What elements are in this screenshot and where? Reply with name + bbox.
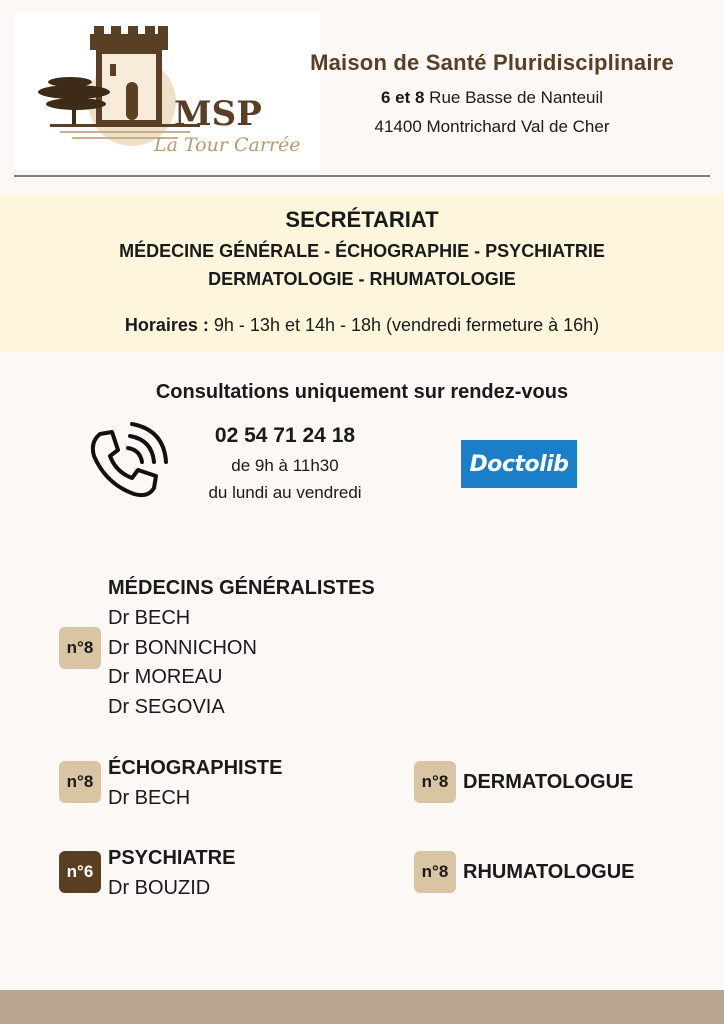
phone-number[interactable]: 02 54 71 24 18 — [214, 424, 356, 447]
opening-hours — [0, 315, 724, 336]
generalistes-room-badge: n°8 — [59, 627, 101, 669]
header-divider — [14, 175, 710, 177]
phone-hours: de 9h à 11h30 — [231, 456, 339, 475]
psychiatre-title: PSYCHIATRE — [108, 847, 236, 869]
echographiste-title: ÉCHOGRAPHISTE — [108, 757, 283, 779]
logo-tagline: La Tour Carrée — [154, 134, 301, 156]
generalistes-doctor: Dr BONNICHON — [108, 637, 257, 659]
psychiatre-room-badge: n°6 — [59, 851, 101, 893]
address-numbers: 6 et 8 — [380, 88, 425, 107]
rhumatologue-room-badge: n°8 — [414, 851, 456, 893]
doctolib-button[interactable]: Doctolib — [461, 440, 577, 488]
secretariat-title: SECRÉTARIAT — [285, 207, 439, 232]
echographiste-room-badge: n°8 — [59, 761, 101, 803]
address-city: 41400 Montrichard Val de Cher — [374, 117, 610, 136]
address-street-name: Rue Basse de Nanteuil — [424, 88, 604, 107]
hours-label: Horaires : — [124, 315, 209, 335]
logo-abbr: MSP — [174, 94, 262, 134]
generalistes-doctor: Dr MOREAU — [108, 666, 223, 688]
rhumatologue-title: RHUMATOLOGUE — [463, 861, 635, 883]
address-street — [272, 88, 712, 108]
psychiatre-doctor: Dr BOUZID — [108, 877, 211, 899]
phone-days: du lundi au vendredi — [208, 483, 362, 502]
hours-value: 9h - 13h et 14h - 18h (vendredi fermeture à 16h) — [208, 315, 600, 335]
generalistes-title: MÉDECINS GÉNÉRALISTES — [108, 577, 375, 599]
generalistes-doctor: Dr BECH — [108, 607, 191, 629]
dermatologue-room-badge: n°8 — [414, 761, 456, 803]
org-title: Maison de Santé Pluridisciplinaire — [310, 50, 674, 75]
generalistes-doctor: Dr SEGOVIA — [108, 696, 225, 718]
dermatologue-title: DERMATOLOGUE — [463, 771, 634, 793]
secretariat-specialties-line2: DERMATOLOGIE - RHUMATOLOGIE — [208, 269, 516, 289]
consultation-heading: Consultations uniquement sur rendez-vous — [155, 381, 569, 403]
secretariat-specialties-line1: MÉDECINE GÉNÉRALE - ÉCHOGRAPHIE - PSYCHIATRIE — [119, 241, 605, 261]
footer-bar — [0, 990, 724, 1024]
echographiste-doctor: Dr BECH — [108, 787, 191, 809]
